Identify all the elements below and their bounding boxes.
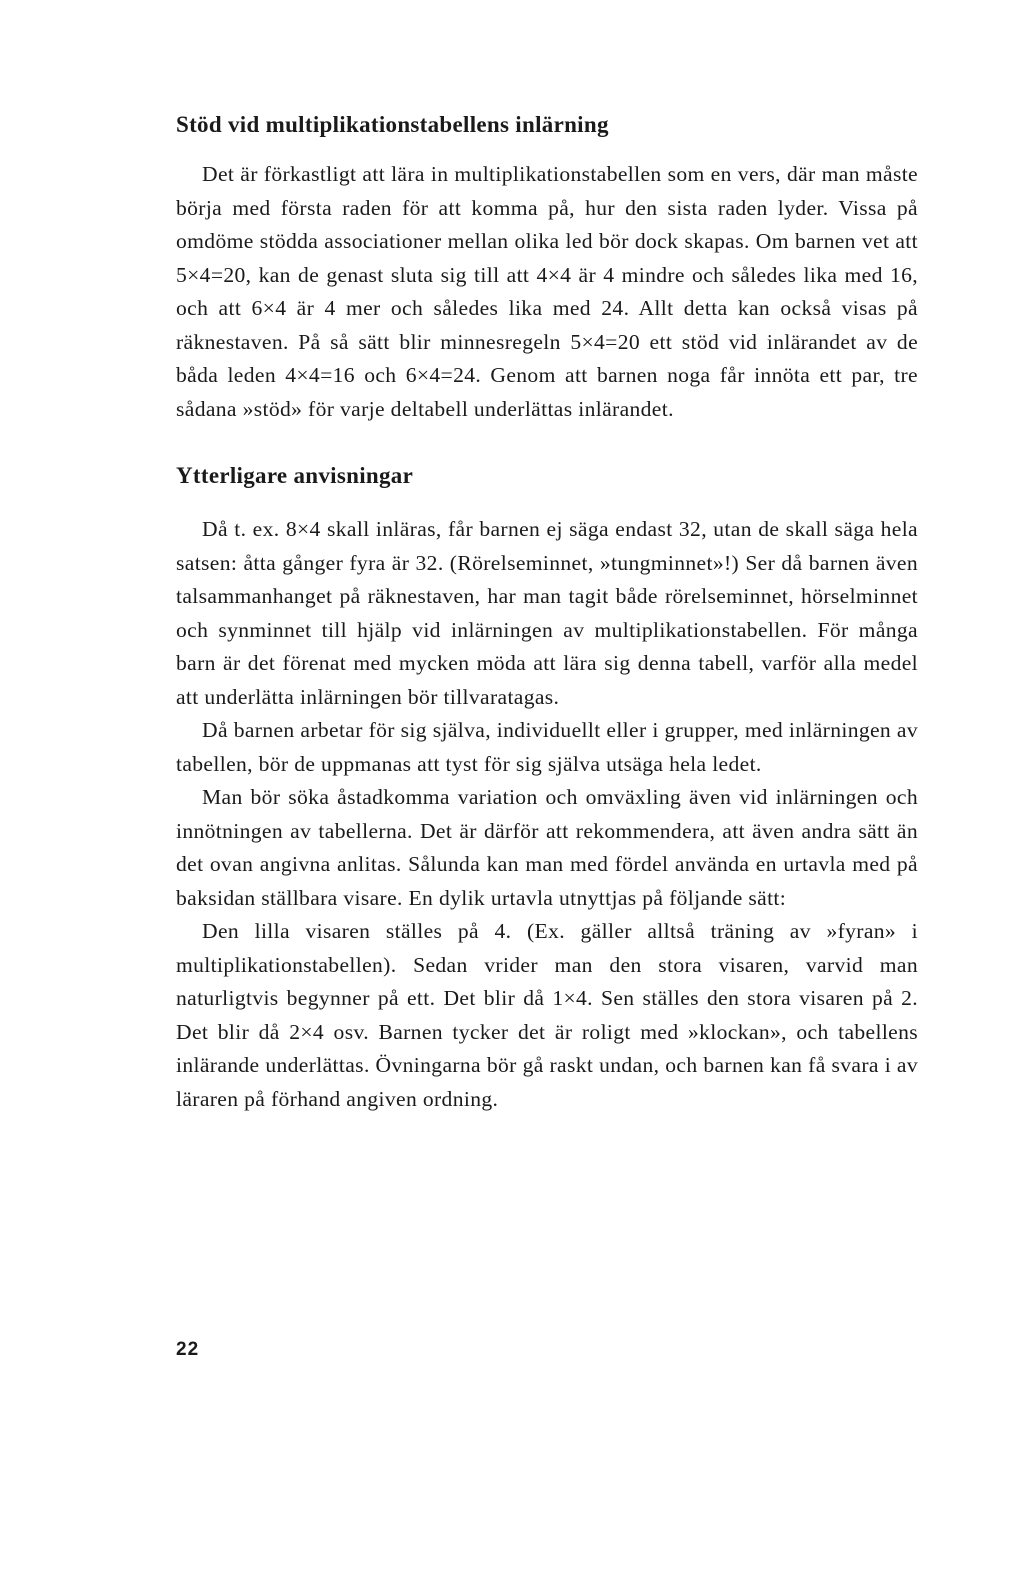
page-number: 22: [176, 1339, 200, 1360]
paragraph: Man bör söka åstadkomma variation och omväxling även vid inlärningen och innötningen av tabellerna. Det är därför att rekommendera, att även andra sätt än det ovan angivna anlitas. Sålunda kan man med fördel använda en urtavla med på baksidan ställbara visare. En dylik urtavla utnyttjas på följande sätt:: [176, 785, 918, 910]
paragraph: Då barnen arbetar för sig själva, individuellt eller i grupper, med inlärningen av tabellen, bör de uppmanas att tyst för sig själva utsäga hela ledet.: [176, 718, 918, 776]
section-body: [176, 158, 918, 426]
paragraph: Då t. ex. 8×4 skall inläras, får barnen ej säga endast 32, utan de skall säga hela satsen: åtta gånger fyra är 32. (Rörelseminnet, »tungminnet»!) Ser då barnen även talsammanhanget på räknestaven, har man tagit både rörelseminnet, hörselminnet och synminnet till hjälp vid inlärningen av multiplikationstabellen. För många barn är det förenat med mycken möda att lära sig denna tabell, varför alla medel att underlätta inlärningen bör tillvaratagas.: [176, 517, 918, 709]
page-body: [176, 100, 918, 1116]
section-heading: Ytterligare anvisningar: [176, 463, 414, 488]
section-body: [176, 513, 918, 1116]
section-heading: Stöd vid multiplikationstabellens inlärning: [176, 112, 609, 137]
paragraph: Den lilla visaren ställes på 4. (Ex. gäller alltså träning av »fyran» i multiplikationstabellen). Sedan vrider man den stora visaren, varvid man naturligtvis begynner på ett. Det blir då 1×4. Sen ställes den stora visaren på 2. Det blir då 2×4 osv. Barnen tycker det är roligt med »klockan», och tabellens inlärande underlättas. Övningarna bör gå raskt undan, och barnen kan få svara i av läraren på förhand angiven ordning.: [176, 919, 918, 1111]
paragraph: Det är förkastligt att lära in multiplikationstabellen som en vers, där man måste börja med första raden för att komma på, hur den sista raden lyder. Vissa på omdöme stödda associationer mellan olika led bör dock skapas. Om barnen vet att 5×4=20, kan de genast sluta sig till att 4×4 är 4 mindre och således lika med 16, och att 6×4 är 4 mer och således lika med 24. Allt detta kan också visas på räknestaven. På så sätt blir minnesregeln 5×4=20 ett stöd vid inlärandet av de båda leden 4×4=16 och 6×4=24. Genom att barnen noga får innöta ett par, tre sådana »stöd» för varje deltabell underlättas inlärandet.: [176, 162, 918, 421]
